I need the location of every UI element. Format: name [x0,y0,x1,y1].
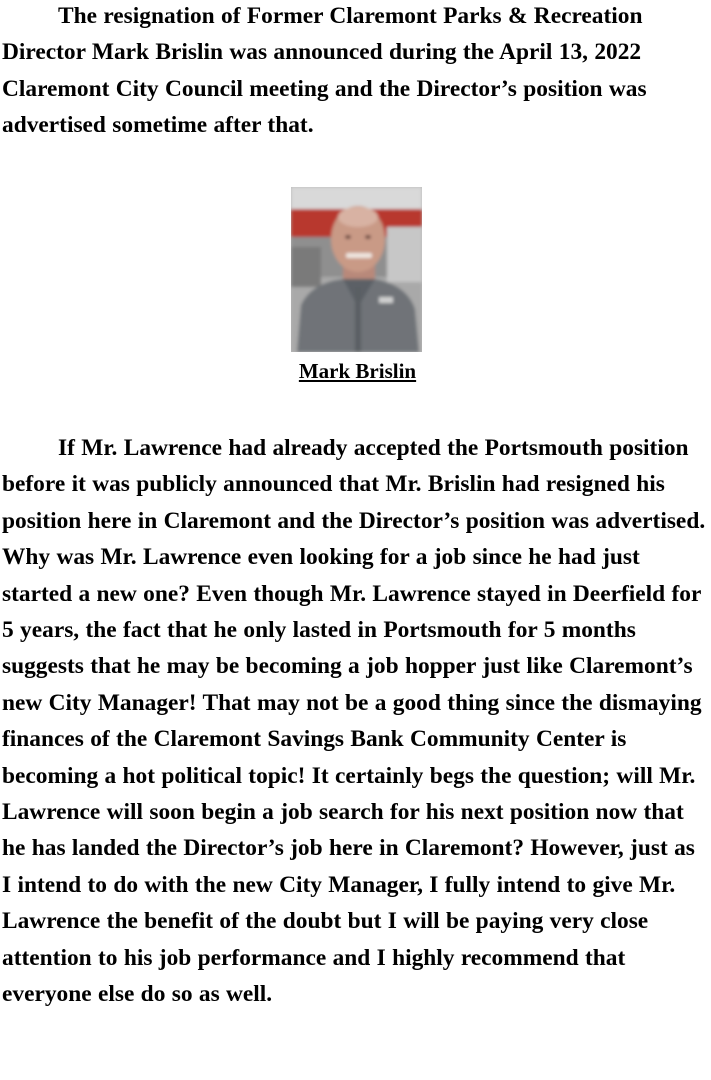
body-paragraph: If Mr. Lawrence had already accepted the Portsmouth position before it was publicly announced that Mr. Brislin had resigned his position here in Claremont and the Director’s position was advertised. Why was Mr. Lawrence even looking for a job since he had just started a new one? Even though Mr. Lawrence stayed in Deerfield for 5 years, the fact that he only lasted in Portsmouth for 5 months suggests that he may be becoming a job hopper just like Claremont’s new City Manager! That may not be a good thing since the dismaying finances of the Claremont Savings Bank Community Center is becoming a hot political topic! It certainly begs the question; will Mr. Lawrence will soon begin a job search for his next position now that he has landed the Director’s job here in Claremont? However, just as I intend to do with the new City Manager, I fully intend to give Mr. Lawrence the benefit of the doubt but I will be paying very close attention to his job performance and I highly recommend that everyone else do so as well. [2,435,706,1008]
intro-paragraph: The resignation of Former Claremont Parks & Recreation Director Mark Brislin was announced during the April 13, 2022 Claremont City Council meeting and the Director’s position was advertised sometime after that. [2,3,647,139]
photo-caption: Mark Brislin [298,359,417,383]
portrait-image [291,187,422,352]
mark-brislin-photo [291,187,422,352]
